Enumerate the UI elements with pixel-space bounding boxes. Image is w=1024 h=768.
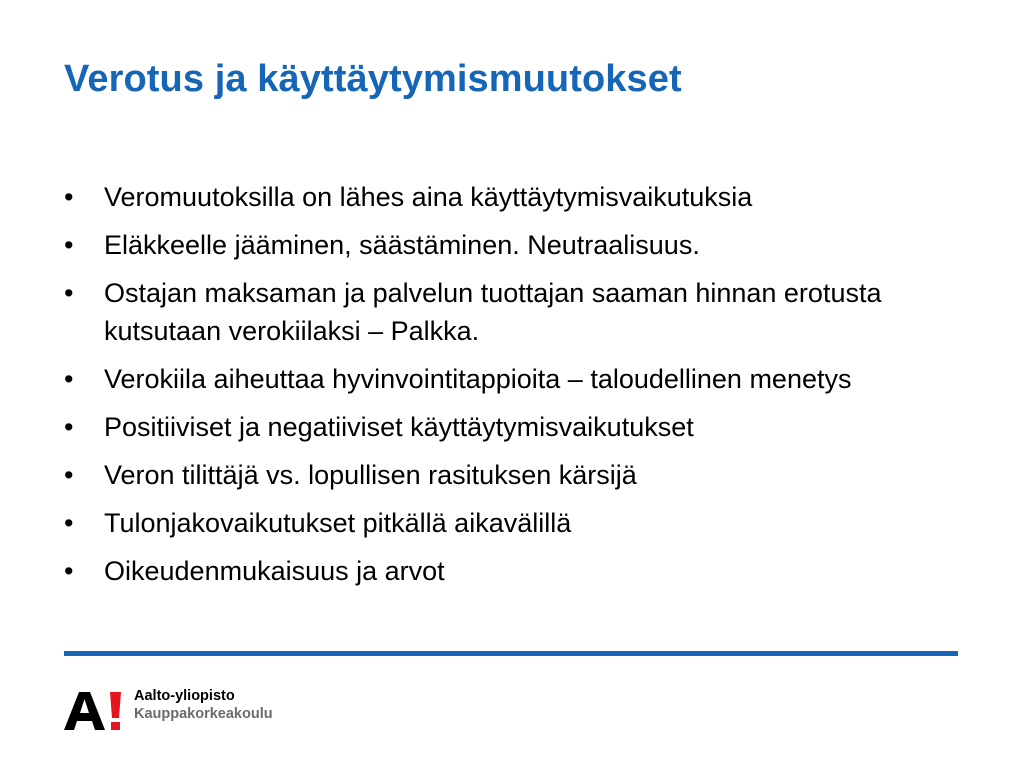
bullet-item <box>64 552 964 590</box>
bullet-marker: • <box>64 230 74 260</box>
bullet-item <box>64 504 964 542</box>
bullet-text: Verokiila aiheuttaa hyvinvointitappioita – taloudellinen menetys <box>104 364 852 394</box>
bullet-marker: • <box>64 556 74 586</box>
bullet-text: Veron tilittäjä vs. lopullisen rasituksen kärsijä <box>104 460 637 490</box>
bullet-item <box>64 408 964 446</box>
bullet-item <box>64 456 964 494</box>
aalto-logo-text <box>134 687 354 723</box>
footer-divider <box>64 651 958 656</box>
aalto-logo-mark-icon <box>64 686 130 732</box>
bullet-list <box>64 178 964 600</box>
bullet-marker: • <box>64 412 74 442</box>
bullet-item <box>64 226 964 264</box>
bullet-marker: • <box>64 508 74 538</box>
bullet-item <box>64 178 964 216</box>
logo-school-name: Kauppakorkeakoulu <box>134 706 273 722</box>
bullet-text: Ostajan maksaman ja palvelun tuottajan saaman hinnan erotusta kutsutaan verokiilaksi – Palkka. <box>104 278 882 346</box>
bullet-marker: • <box>64 182 74 212</box>
bullet-marker: • <box>64 460 74 490</box>
bullet-text: Veromuutoksilla on lähes aina käyttäytymisvaikutuksia <box>104 182 753 212</box>
bullet-item <box>64 360 964 398</box>
slide-title: Verotus ja käyttäytymismuutokset <box>64 58 682 100</box>
bullet-text: Tulonjakovaikutukset pitkällä aikavälillä <box>104 508 572 538</box>
bullet-marker: • <box>64 364 74 394</box>
bullet-item <box>64 274 964 350</box>
bullet-text: Positiiviset ja negatiiviset käyttäytymisvaikutukset <box>104 412 694 442</box>
bullet-text: Eläkkeelle jääminen, säästäminen. Neutraalisuus. <box>104 230 700 260</box>
logo-university-name: Aalto-yliopisto <box>134 688 235 704</box>
bullet-text: Oikeudenmukaisuus ja arvot <box>104 556 445 586</box>
bullet-marker: • <box>64 278 74 308</box>
